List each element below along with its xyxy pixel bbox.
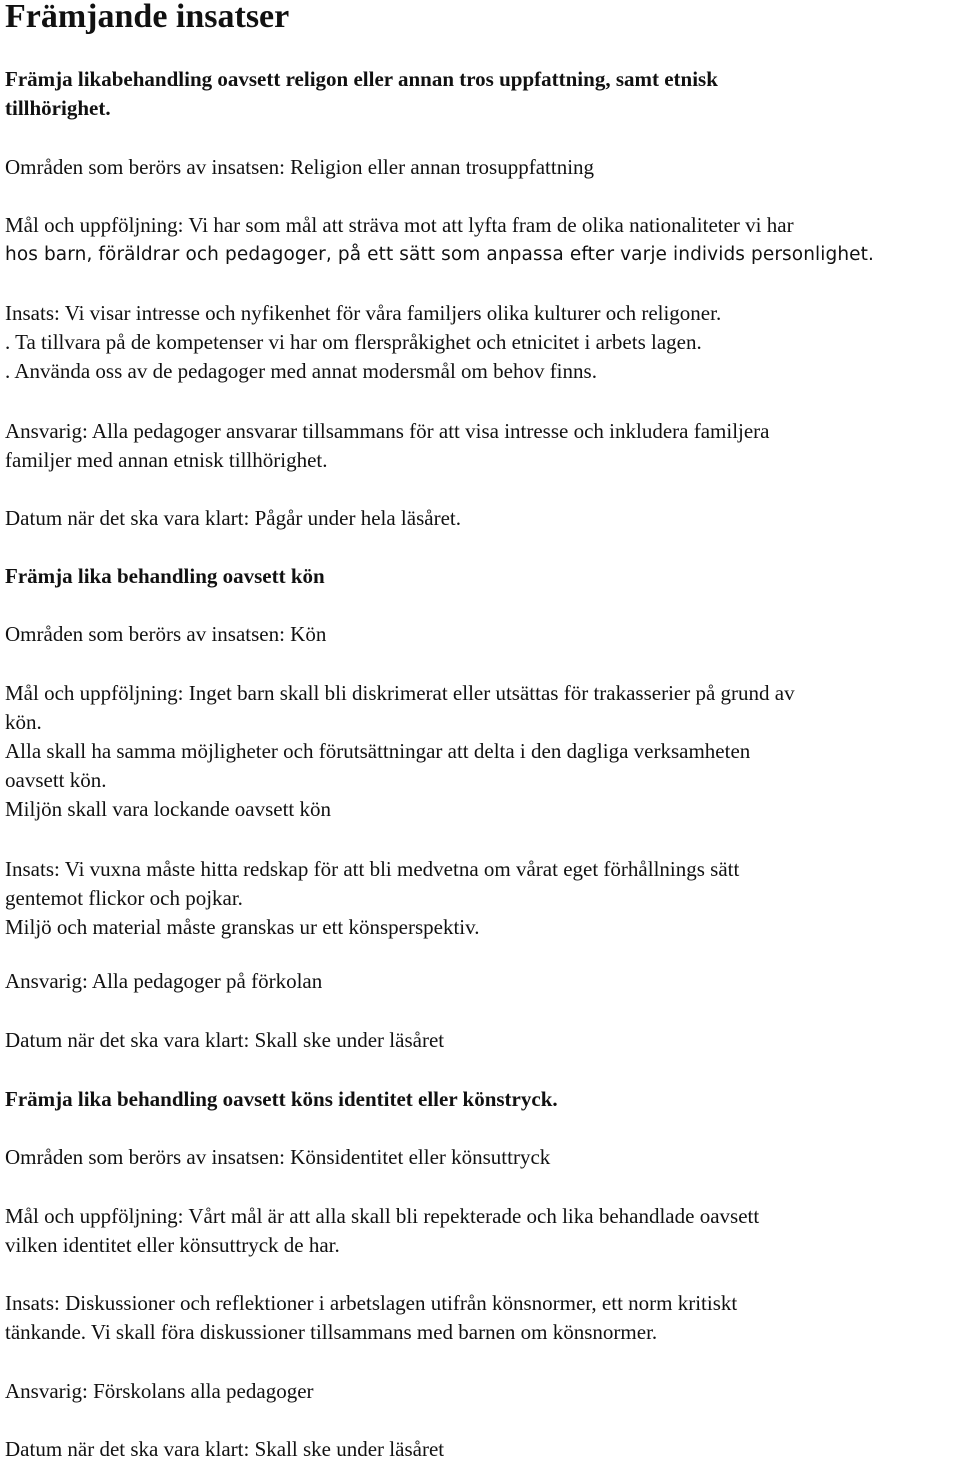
section-3-date: Datum när det ska vara klart: Skall ske under läsåret xyxy=(5,1437,445,1461)
section-1-responsible: Ansvarig: Alla pedagoger ansvarar tillsammans för att visa intresse och inkludera familjera familjer med annan etnisk tillhörighet. xyxy=(5,419,770,472)
section-2-goal: Mål och uppföljning: Inget barn skall bli diskrimerat eller utsättas för trakasserier på grund av kön. Alla skall ha samma möjligheter och förutsättningar att delta i den dagliga verksamheten oavsett kön. Miljön skall vara lockande oavsett kön xyxy=(5,681,795,821)
section-1-areas: Områden som berörs av insatsen: Religion eller annan trosuppfattning xyxy=(5,155,595,179)
section-1-heading: Främja likabehandling oavsett religon eller annan tros uppfattning, samt etnisk tillhörighet. xyxy=(5,67,718,120)
section-2-responsible: Ansvarig: Alla pedagoger på förkolan xyxy=(5,969,323,993)
section-3-heading: Främja lika behandling oavsett köns identitet eller könstryck. xyxy=(5,1087,558,1111)
section-3-actions: Insats: Diskussioner och reflektioner i arbetslagen utifrån könsnormer, ett norm kritiskt tänkande. Vi skall föra diskussioner tillsammans med barnen om könsnormer. xyxy=(5,1291,738,1344)
section-3-goal: Mål och uppföljning: Vårt mål är att alla skall bli repekterade och lika behandlade oavsett vilken identitet eller könsuttryck de har. xyxy=(5,1204,760,1257)
section-2-areas: Områden som berörs av insatsen: Kön xyxy=(5,622,327,646)
section-1-date: Datum när det ska vara klart: Pågår under hela läsåret. xyxy=(5,506,461,530)
section-3-responsible: Ansvarig: Förskolans alla pedagoger xyxy=(5,1379,314,1403)
section-2-heading: Främja lika behandling oavsett kön xyxy=(5,564,325,588)
section-2-actions: Insats: Vi vuxna måste hitta redskap för att bli medvetna om vårat eget förhållnings sätt gentemot flickor och pojkar. Miljö och material måste granskas ur ett könsperspektiv. xyxy=(5,857,740,939)
section-2-date: Datum när det ska vara klart: Skall ske under läsåret xyxy=(5,1028,445,1052)
section-3-areas: Områden som berörs av insatsen: Könsidentitet eller könsuttryck xyxy=(5,1145,551,1169)
section-1-actions: Insats: Vi visar intresse och nyfikenhet för våra familjers olika kulturer och religoner. . Ta tillvara på de kompetenser vi har om flerspråkighet och etnicitet i arbets lagen. . Använda oss av de pedagoger med annat modersmål om behov finns. xyxy=(5,301,722,383)
page-title: Främjande insatser xyxy=(5,0,290,35)
section-1-goal: Mål och uppföljning: Vi har som mål att sträva mot att lyfta fram de olika nationaliteter vi har hos barn, föräldrar och pedagoger, på ett sätt som anpassa efter varje individs personlighet. xyxy=(5,213,874,265)
